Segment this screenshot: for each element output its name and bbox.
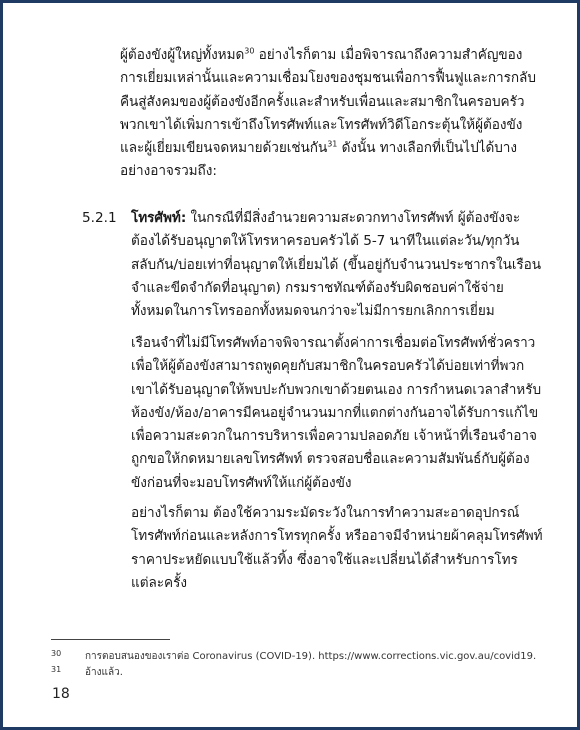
intro-text-start: ผู้ต้องขังผู้ใหญ่ทั้งหมด <box>120 47 245 63</box>
temporary-phone-paragraph: เรือนจำที่ไม่มีโทรศัพท์อาจพิจารณาตั้งค่าการเชื่อมต่อโทรศัพท์ชั่วคราวเพื่อให้ผู้ต้องขังสามารถพูดคุยกับสมาชิกในครอบครัวได้บ่อยเท่าที่พวกเขาได้รับอนุญาตให้พบปะกับพวกเขาด้วยตนเอง การกำหนดเวลาสำหรับห้องขัง/ห้อง/อาคารมีคนอยู่จำนวนมากที่แตกต่างกันอาจได้รับการแก้ไขเพื่อความสะดวกในการบริหารเพื่อความปลอดภัย เจ้าหน้าที่เรือนจำอาจถูกขอให้กดหมายเลขโทรศัพท์ ตรวจสอบชื่อและความสัมพันธ์กับผู้ต้องขังก่อนที่จะมอบโทรศัพท์ให้แก่ผู้ต้องขัง <box>131 335 542 491</box>
phone-cleaning-paragraph: อย่างไรก็ตาม ต้องใช้ความระมัดระวังในการทำความสะอาดอุปกรณ์โทรศัพท์ก่อนและหลังการโทรทุกครั้ง หรืออาจมีจำหน่ายผ้าคลุมโทรศัพท์ราคาประหยัดแบบใช้แล้วทิ้ง ซึ่งอาจใช้และเปลี่ยนได้สำหรับการโทรแต่ละครั้ง <box>131 505 543 591</box>
section-heading: โทรศัพท์: <box>131 210 187 226</box>
intro-text-middle: อย่างไรก็ตาม เมื่อพิจารณาถึงความสำคัญของการเยี่ยมเหล่านั้นและความเชื่อมโยงของชุมชนเพื่อการฟื้นฟูและการกลับคืนสู่สังคมของผู้ต้องขังอีกครั้งและสำหรับเพื่อนและสมาชิกในครอบครัวพวกเขาได้เพิ่มการเข้าถึงโทรศัพท์และโทรศัพท์วิดีโอกระตุ้นให้ผู้ต้องขังและผู้เยี่ยมเขียนจดหมายด้วยเช่นกัน <box>120 47 536 157</box>
intro-text-end: ดังนั้น ทางเลือกที่เป็นไปได้บางอย่างอาจรวมถึง: <box>120 140 517 180</box>
footnote-text: อ้างแล้ว. <box>85 667 123 678</box>
footnote-number: 30 <box>51 649 62 658</box>
page-number: 18 <box>52 686 70 702</box>
footnote-ref-30[interactable]: 30 <box>244 46 255 56</box>
footnote-number: 31 <box>51 665 62 674</box>
footnote-divider <box>51 639 170 640</box>
footnote-text[interactable]: การตอบสนองของเราต่อ Coronavirus (COVID-19). https://www.corrections.vic.gov.au/covid19. <box>85 651 537 662</box>
section-text: ในกรณีที่มีสิ่งอำนวยความสะดวกทางโทรศัพท์ ผู้ต้องขังจะต้องได้รับอนุญาตให้โทรหาครอบครัวได้ 5-7 นาทีในแต่ละวัน/ทุกวันสลับกัน/บ่อยเท่าที่อนุญาตให้เยี่ยมได้ (ขึ้นอยู่กับจำนวนประชากรในเรือนจำและขีดจำกัดที่อนุญาต) กรมราชทัณฑ์ต้องรับผิดชอบค่าใช้จ่ายทั้งหมดในการโทรออกทั้งหมดจนกว่าจะไม่มีการยกเลิกการเยี่ยม <box>131 210 542 320</box>
footnote-ref-31[interactable]: 31 <box>327 139 338 149</box>
section-phone-paragraph <box>131 207 543 323</box>
section-number: 5.2.1 <box>82 210 117 226</box>
intro-paragraph <box>120 44 538 184</box>
